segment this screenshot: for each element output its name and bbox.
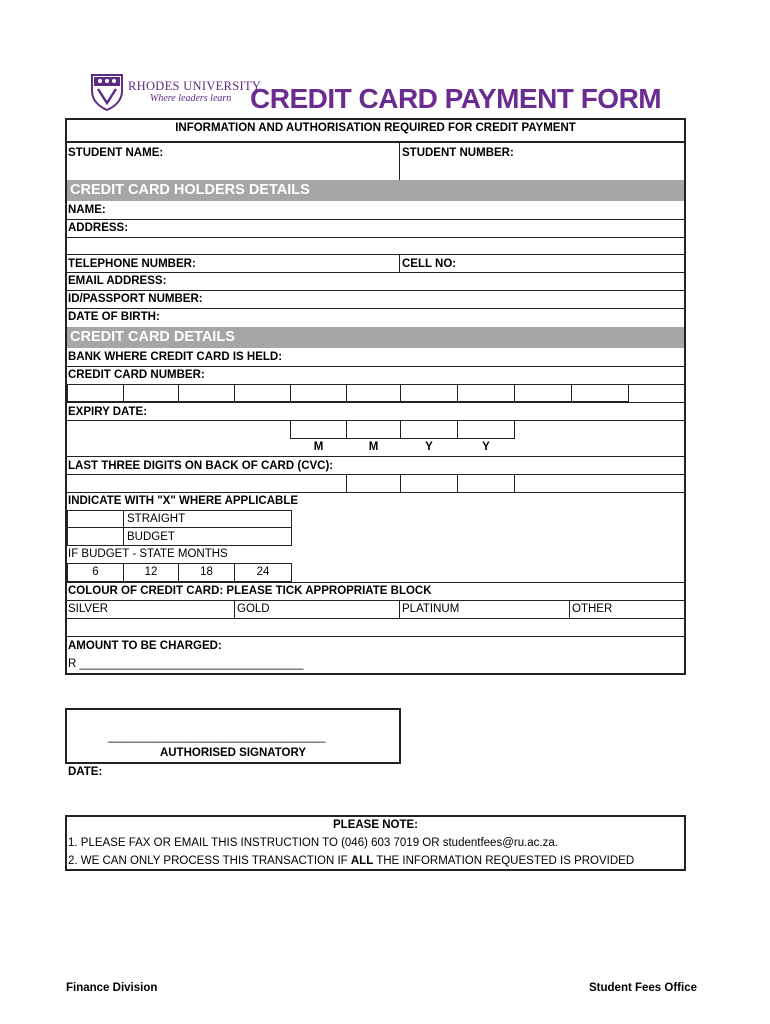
amount-field[interactable]: R ___________________________________	[68, 658, 304, 670]
card-digit-box[interactable]	[346, 384, 401, 402]
card-number-label: CREDIT CARD NUMBER:	[68, 369, 205, 381]
expiry-letter-m2: M	[368, 441, 379, 453]
note-line-2-emphasis: ALL	[350, 855, 374, 867]
expiry-month-box-1[interactable]	[290, 420, 347, 439]
student-number-label: STUDENT NUMBER:	[402, 147, 514, 159]
bank-label: BANK WHERE CREDIT CARD IS HELD:	[68, 351, 283, 363]
cell-field[interactable]	[460, 256, 684, 271]
date-field[interactable]	[108, 764, 308, 780]
budget-months-label: IF BUDGET - STATE MONTHS	[68, 548, 228, 560]
university-logo	[88, 73, 262, 113]
card-digit-box[interactable]	[178, 384, 235, 402]
date-label: DATE:	[68, 766, 103, 778]
bank-field[interactable]	[290, 349, 684, 365]
straight-option	[123, 510, 292, 528]
dob-field[interactable]	[170, 309, 684, 325]
months-option-18[interactable]: 18	[178, 563, 235, 582]
indicate-label: INDICATE WITH "X" WHERE APPLICABLE	[68, 495, 299, 507]
card-digit-box[interactable]	[400, 384, 458, 402]
card-digit-box[interactable]	[67, 384, 124, 402]
card-digit-box[interactable]	[234, 384, 291, 402]
card-digit-box[interactable]	[123, 384, 179, 402]
expiry-year-box-2[interactable]	[457, 420, 515, 439]
note-line-2-start: 2. WE CAN ONLY PROCESS THIS TRANSACTION IF	[68, 855, 351, 867]
form-title: CREDIT CARD PAYMENT FORM	[250, 83, 662, 114]
email-label: EMAIL ADDRESS:	[68, 275, 167, 287]
expiry-year-box-1[interactable]	[400, 420, 458, 439]
expiry-letter-y2: Y	[482, 441, 490, 453]
holder-name-label: NAME:	[68, 204, 106, 216]
colour-option-gold[interactable]: GOLD	[237, 603, 270, 615]
months-option-24[interactable]: 24	[234, 563, 292, 582]
student-name-label: STUDENT NAME:	[68, 147, 164, 159]
colour-label: COLOUR OF CREDIT CARD: PLEASE TICK APPROPRIATE BLOCK	[68, 585, 432, 597]
straight-label: STRAIGHT	[127, 513, 186, 525]
holder-name-field[interactable]	[110, 202, 684, 218]
crest-icon	[90, 73, 124, 111]
amount-label: AMOUNT TO BE CHARGED:	[68, 640, 222, 652]
straight-checkbox[interactable]	[67, 510, 124, 528]
holder-address-label: ADDRESS:	[68, 222, 129, 234]
colour-option-platinum[interactable]: PLATINUM	[402, 603, 460, 615]
colour-option-other[interactable]: OTHER	[572, 603, 613, 615]
months-option-6[interactable]: 6	[67, 563, 124, 582]
cvc-label: LAST THREE DIGITS ON BACK OF CARD (CVC):	[68, 460, 334, 472]
card-digit-box[interactable]	[514, 384, 572, 402]
budget-option	[123, 527, 292, 546]
cell-label: CELL NO:	[402, 258, 457, 270]
expiry-month-box-2[interactable]	[346, 420, 401, 439]
expiry-letter-y1: Y	[425, 441, 433, 453]
budget-checkbox[interactable]	[67, 527, 124, 546]
card-digit-box[interactable]	[457, 384, 515, 402]
budget-label: BUDGET	[127, 531, 175, 543]
cvc-box-3[interactable]	[457, 474, 515, 493]
university-name: RHODES UNIVERSITY	[128, 79, 262, 93]
expiry-letter-m1: M	[313, 441, 324, 453]
id-passport-label: ID/PASSPORT NUMBER:	[68, 293, 203, 305]
telephone-field[interactable]	[200, 256, 396, 271]
cvc-box-2[interactable]	[400, 474, 458, 493]
card-digit-box[interactable]	[571, 384, 629, 402]
footer-finance-division: Finance Division	[66, 982, 158, 994]
email-field[interactable]	[175, 273, 684, 289]
footer-student-fees-office: Student Fees Office	[589, 982, 697, 994]
note-line-2-end: THE INFORMATION REQUESTED IS PROVIDED	[373, 855, 635, 867]
dob-label: DATE OF BIRTH:	[68, 311, 160, 323]
holder-section-band: CREDIT CARD HOLDERS DETAILS	[67, 180, 684, 201]
note-line-1: 1. PLEASE FAX OR EMAIL THIS INSTRUCTION TO (046) 603 7019 OR studentfees@ru.ac.za.	[68, 837, 558, 849]
note-line-2	[68, 853, 634, 870]
info-heading: INFORMATION AND AUTHORISATION REQUIRED FOR CREDIT PAYMENT	[175, 122, 576, 134]
signature-line[interactable]: __________________________________	[108, 731, 326, 743]
card-digit-box[interactable]	[290, 384, 347, 402]
student-number-field[interactable]	[401, 160, 684, 178]
university-tagline: Where leaders learn	[150, 93, 232, 104]
telephone-label: TELEPHONE NUMBER:	[68, 258, 196, 270]
months-option-12[interactable]: 12	[123, 563, 179, 582]
id-passport-field[interactable]	[215, 291, 684, 307]
cvc-box-1[interactable]	[346, 474, 401, 493]
card-section-band: CREDIT CARD DETAILS	[67, 327, 684, 348]
signatory-label: AUTHORISED SIGNATORY	[159, 747, 307, 759]
note-title: PLEASE NOTE:	[333, 819, 418, 831]
colour-option-silver[interactable]: SILVER	[68, 603, 109, 615]
expiry-label: EXPIRY DATE:	[68, 406, 148, 418]
student-name-field[interactable]	[67, 160, 397, 178]
